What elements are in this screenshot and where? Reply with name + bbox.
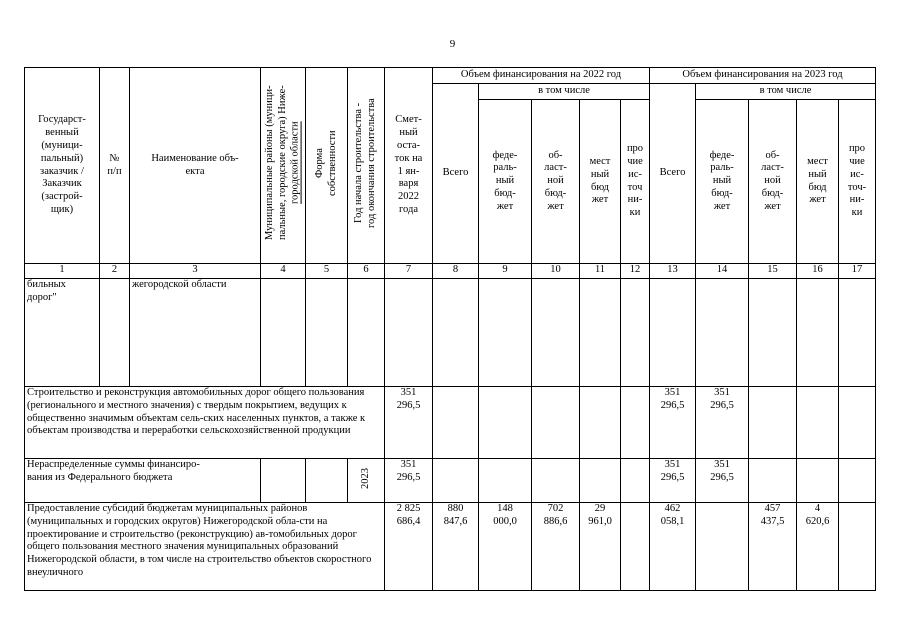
row4-local-2023: 4 620,6	[797, 503, 839, 591]
row2-federal-2023: 351 296,5	[696, 387, 749, 459]
column-number: 15	[749, 264, 797, 279]
column-number: 17	[839, 264, 876, 279]
column-number: 2	[100, 264, 130, 279]
header-local-2022: мест ный бюд жет	[580, 100, 621, 264]
row1-object-name: жегородской области	[130, 279, 261, 387]
header-other-2023: про чие ис- точ- ни- ки	[839, 100, 876, 264]
row3-description: Нераспределенные суммы финансиро- вания из Федерального бюджета	[25, 459, 261, 503]
financing-table	[24, 67, 876, 591]
row4-total-2022: 880 847,6	[433, 503, 479, 591]
row2-description: Строительство и реконструкция автомобильных дорог общего пользования (регионального и местного значения) с твердым покрытием, ведущих к общественно значимым объектам сель-ских населенных пунктов, а также к объектам производства и переработки сельскохозяйственной продукции	[25, 387, 385, 459]
column-number: 13	[650, 264, 696, 279]
header-estimate-balance: Смет- ный оста- ток на 1 ян- варя 2022 года	[385, 68, 433, 264]
table-row	[25, 279, 876, 387]
column-number: 8	[433, 264, 479, 279]
header-federal-2023: феде- раль- ный бюд- жет	[696, 100, 749, 264]
header-financing-2022: Объем финансирования на 2022 год	[433, 68, 650, 84]
column-number: 12	[621, 264, 650, 279]
row4-description: Предоставление субсидий бюджетам муниципальных районов (муниципальных и городских округов) Нижегородской обла-сти на проектирование и строительство (реконструкцию) ав-томобильных дорог общего пользования местного значения муниципальных образований Нижегородской области, в том числе на строительство объектов скоростного внеуличного	[25, 503, 385, 591]
header-local-2023: мест ный бюд жет	[797, 100, 839, 264]
row4-federal-2022: 148 000,0	[479, 503, 532, 591]
column-number: 10	[532, 264, 580, 279]
header-construction-years: Год начала строительства - год окончания строительства	[348, 68, 385, 264]
header-total-2022: Всего	[433, 84, 479, 264]
column-number: 4	[261, 264, 306, 279]
row1-customer: бильных дорог"	[25, 279, 100, 387]
header-federal-2022: феде- раль- ный бюд- жет	[479, 100, 532, 264]
page-number: 9	[449, 38, 456, 50]
header-total-2023: Всего	[650, 84, 696, 264]
row4-regional-2022: 702 886,6	[532, 503, 580, 591]
row4-estimate-balance: 2 825 686,4	[385, 503, 433, 591]
table-row	[25, 503, 876, 591]
row2-total-2023: 351 296,5	[650, 387, 696, 459]
column-number: 11	[580, 264, 621, 279]
column-number: 14	[696, 264, 749, 279]
row4-regional-2023: 457 437,5	[749, 503, 797, 591]
column-number: 5	[306, 264, 348, 279]
column-number: 1	[25, 264, 100, 279]
header-including-2023: в том числе	[696, 84, 876, 100]
row3-estimate-balance: 351 296,5	[385, 459, 433, 503]
row4-total-2023: 462 058,1	[650, 503, 696, 591]
header-including-2022: в том числе	[479, 84, 650, 100]
table-row	[25, 459, 876, 503]
header-financing-2023: Объем финансирования на 2023 год	[650, 68, 876, 84]
header-municipalities: Муниципальные районы (муници- пальные, городские округа) Ниже- городской области	[261, 68, 306, 264]
row3-total-2023: 351 296,5	[650, 459, 696, 503]
column-number: 16	[797, 264, 839, 279]
row4-local-2022: 29 961,0	[580, 503, 621, 591]
column-number: 6	[348, 264, 385, 279]
header-regional-2022: об- ласт- ной бюд- жет	[532, 100, 580, 264]
row2-estimate-balance: 351 296,5	[385, 387, 433, 459]
header-ownership: Форма собственности	[306, 68, 348, 264]
column-number: 7	[385, 264, 433, 279]
column-number-row	[25, 264, 876, 279]
header-object-name: Наименование объ- екта	[130, 68, 261, 264]
column-number: 3	[130, 264, 261, 279]
header-customer: Государст- венный (муници- пальный) заказчик / Заказчик (застрой- щик)	[25, 68, 100, 264]
header-number: № п/п	[100, 68, 130, 264]
header-other-2022: про чие ис- точ ни- ки	[621, 100, 650, 264]
row3-year: 2023	[348, 459, 385, 503]
table-row	[25, 387, 876, 459]
column-number: 9	[479, 264, 532, 279]
header-regional-2023: об- ласт- ной бюд- жет	[749, 100, 797, 264]
row3-federal-2023: 351 296,5	[696, 459, 749, 503]
